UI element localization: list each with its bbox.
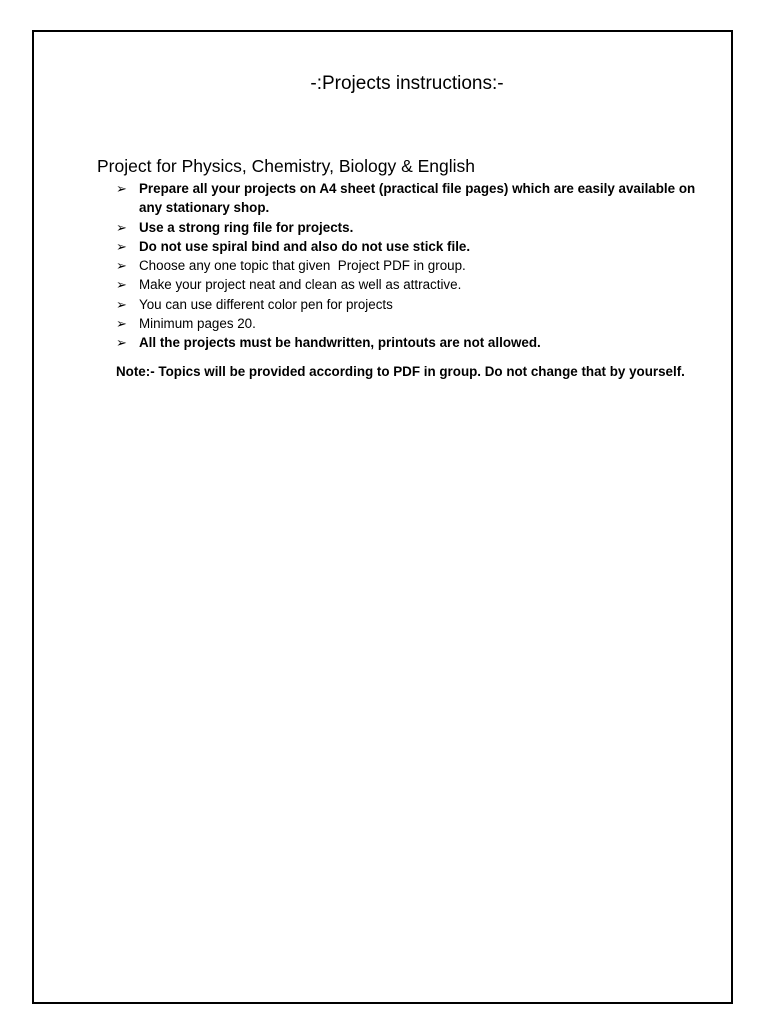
list-item (116, 179, 716, 218)
list-item-text: Use a strong ring file for projects. (139, 219, 354, 235)
list-item-text: Minimum pages 20. (139, 316, 256, 332)
list-item-text: You can use different color pen for projects (139, 296, 393, 312)
list-item-text: Make your project neat and clean as well as attractive. (139, 277, 462, 293)
list-item (116, 314, 716, 333)
list-item (116, 237, 716, 256)
list-item (116, 275, 716, 294)
arrow-bullet-icon: ➢ (116, 181, 127, 196)
arrow-bullet-icon: ➢ (116, 258, 127, 274)
arrow-bullet-icon: ➢ (116, 296, 127, 312)
instruction-list (116, 179, 716, 353)
arrow-bullet-icon: ➢ (116, 238, 127, 254)
list-item (116, 295, 716, 314)
list-item-text: Prepare all your projects on A4 sheet (practical file pages) which are easily available on any stationary shop. (139, 181, 696, 216)
list-item (116, 256, 716, 275)
arrow-bullet-icon: ➢ (116, 219, 127, 235)
section-heading: Project for Physics, Chemistry, Biology & English (97, 156, 476, 176)
list-item-text: All the projects must be handwritten, printouts are not allowed. (139, 335, 541, 351)
list-item-text: Do not use spiral bind and also do not use stick file. (139, 238, 471, 254)
list-item (116, 333, 716, 352)
arrow-bullet-icon: ➢ (116, 335, 127, 351)
arrow-bullet-icon: ➢ (116, 316, 127, 332)
arrow-bullet-icon: ➢ (116, 277, 127, 293)
page-title: -:Projects instructions:- (310, 73, 504, 94)
note-text: Note:- Topics will be provided according to PDF in group. Do not change that by yourself. (116, 364, 685, 379)
list-item-text: Choose any one topic that given Project PDF in group. (139, 258, 466, 274)
list-item (116, 218, 716, 237)
